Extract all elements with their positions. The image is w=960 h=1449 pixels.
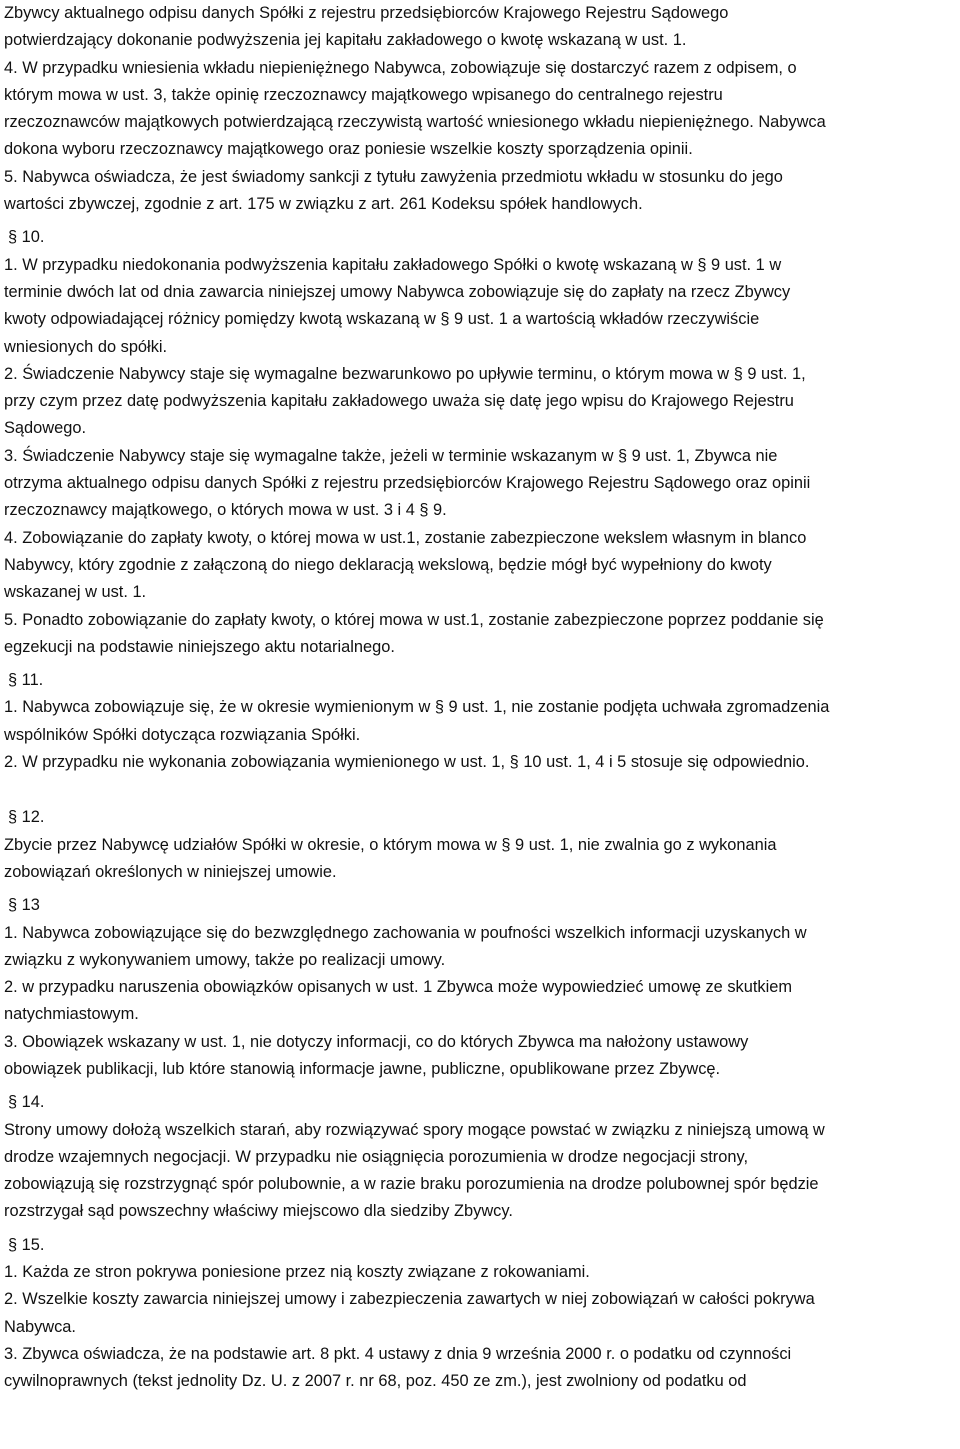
text-line: przy czym przez datę podwyższenia kapitału zakładowego uważa się datę jego wpisu do Krajowego Rejestru: [4, 392, 794, 411]
text-line: otrzyma aktualnego odpisu danych Spółki z rejestru przedsiębiorców Krajowego Rejestru Sądowego oraz opinii: [4, 474, 811, 493]
paragraph-block: [4, 920, 956, 1084]
text-line: 5. Nabywca oświadcza, że jest świadomy sankcji z tytułu zawyżenia przedmiotu wkładu w stosunku do jego: [4, 167, 783, 186]
text-line: 2. Świadczenie Nabywcy staje się wymagalne bezwarunkowo po upływie terminu, o którym mowa w § 9 ust. 1,: [4, 364, 806, 383]
section-heading: [4, 224, 956, 251]
section-number: § 10.: [8, 228, 45, 247]
text-line: wskazanej w ust. 1.: [4, 583, 147, 602]
text-line: drodze wzajemnych negocjacji. W przypadku nie osiągnięcia porozumienia w drodze negocjacji strony,: [4, 1147, 749, 1166]
text-line: 2. w przypadku naruszenia obowiązków opisanych w ust. 1 Zbywca może wypowiedzieć umowę ze skutkiem: [4, 978, 793, 997]
text-line: 3. Zbywca oświadcza, że na podstawie art. 8 pkt. 4 ustawy z dnia 9 września 2000 r. o podatku od czynności: [4, 1344, 792, 1363]
text-line: wniesionych do spółki.: [4, 337, 168, 356]
text-line: Zbycie przez Nabywcę udziałów Spółki w okresie, o którym mowa w § 9 ust. 1, nie zwalnia go z wykonania: [4, 835, 777, 854]
text-line: 1. Nabywca zobowiązujące się do bezwzględnego zachowania w poufności wszelkich informacji uzyskanych w: [4, 923, 807, 942]
text-line: 1. Każda ze stron pokrywa poniesione przez nią koszty związane z rokowaniami.: [4, 1263, 590, 1282]
text-line: egzekucji na podstawie niniejszego aktu notarialnego.: [4, 637, 395, 656]
text-line: cywilnoprawnych (tekst jednolity Dz. U. z 2007 r. nr 68, poz. 450 ze zm.), jest zwolniony od podatku od: [4, 1372, 747, 1391]
text-line: Zbywcy aktualnego odpisu danych Spółki z rejestru przedsiębiorców Krajowego Rejestru Sądowego: [4, 4, 729, 22]
text-line: obowiązek publikacji, lub które stanowią informacje jawne, publiczne, opublikowane przez Zbywcę.: [4, 1059, 721, 1078]
text-line: rozstrzygał sąd powszechny właściwy miejscowo dla siedziby Zbywcy.: [4, 1202, 513, 1221]
text-line: kwoty odpowiadającej różnicy pomiędzy kwotą wskazaną w § 9 ust. 1 a wartością wkładów rzeczywiście: [4, 310, 760, 329]
section-heading: [4, 667, 956, 694]
text-line: 4. Zobowiązanie do zapłaty kwoty, o której mowa w ust.1, zostanie zabezpieczone wekslem własnym in blanco: [4, 528, 807, 547]
paragraph-block: [4, 252, 956, 661]
text-line: Sądowego.: [4, 419, 87, 438]
paragraph-block: [4, 1117, 956, 1226]
text-line: 4. W przypadku wniesienia wkładu niepieniężnego Nabywca, zobowiązuje się dostarczyć razem z odpisem, o: [4, 58, 797, 77]
text-line: rzeczoznawców majątkowych potwierdzającą rzeczywistą wartość wniesionego wkładu niepieniężnego. Nabywca: [4, 113, 826, 132]
section-heading: [4, 1089, 956, 1116]
text-line: 3. Obowiązek wskazany w ust. 1, nie dotyczy informacji, co do których Zbywca ma nałożony ustawowy: [4, 1032, 749, 1051]
text-line: 2. W przypadku nie wykonania zobowiązania wymienionego w ust. 1, § 10 ust. 1, 4 i 5 stosuje się odpowiednio.: [4, 753, 810, 772]
text-line: wspólników Spółki dotycząca rozwiązania Spółki.: [4, 725, 361, 744]
text-line: dokona wyboru rzeczoznawcy majątkowego oraz poniesie wszelkie koszty sporządzenia opinii.: [4, 140, 693, 159]
section-heading: [4, 804, 956, 831]
text-line: Nabywca.: [4, 1317, 76, 1336]
section-number: § 11.: [8, 671, 44, 690]
text-line: Nabywcy, który zgodnie z załączoną do niego deklaracją wekslową, będzie mógł być wypełniony do kwoty: [4, 555, 772, 574]
section-number: § 14.: [8, 1093, 45, 1112]
text-line: natychmiastowym.: [4, 1005, 139, 1024]
section-number: § 15.: [8, 1235, 45, 1254]
text-line: potwierdzający dokonanie podwyższenia jej kapitału zakładowego o kwotę wskazaną w ust. 1.: [4, 31, 687, 50]
text-line: którym mowa w ust. 3, także opinię rzeczoznawcy majątkowego wpisanego do centralnego rejestru: [4, 85, 723, 104]
text-line: 1. Nabywca zobowiązuje się, że w okresie wymienionym w § 9 ust. 1, nie zostanie podjęta uchwała zgromadzenia: [4, 698, 830, 717]
section-number: § 12.: [8, 808, 45, 827]
text-line: 2. Wszelkie koszty zawarcia niniejszej umowy i zabezpieczenia zawartych w niej zobowiązań w całości pokrywa: [4, 1290, 815, 1309]
text-line: Strony umowy dołożą wszelkich starań, aby rozwiązywać spory mogące powstać w związku z niniejszą umową w: [4, 1120, 825, 1139]
text-line: 5. Ponadto zobowiązanie do zapłaty kwoty, o której mowa w ust.1, zostanie zabezpieczone poprzez poddanie się: [4, 610, 824, 629]
text-line: 1. W przypadku niedokonania podwyższenia kapitału zakładowego Spółki o kwotę wskazaną w § 9 ust. 1 w: [4, 255, 782, 274]
text-line: związku z wykonywaniem umowy, także po realizacji umowy.: [4, 950, 446, 969]
text-line: rzeczoznawcy majątkowego, o których mowa w ust. 3 i 4 § 9.: [4, 501, 447, 520]
text-line: wartości zbywczej, zgodnie z art. 175 w związku z art. 261 Kodeksu spółek handlowych.: [4, 195, 643, 214]
section-heading: [4, 1232, 956, 1259]
paragraph-block: [4, 1259, 956, 1395]
text-line: 3. Świadczenie Nabywcy staje się wymagalne także, jeżeli w terminie wskazanym w § 9 ust. 1, Zbywca nie: [4, 446, 778, 465]
section-number: § 13: [8, 896, 40, 915]
paragraph-block: [4, 0, 956, 218]
text-line: zobowiązują się rozstrzygnąć spór polubownie, a w razie braku porozumienia na drodze polubownej spór będzie: [4, 1175, 819, 1194]
text-line: terminie dwóch lat od dnia zawarcia niniejszej umowy Nabywca zobowiązuje się do zapłaty na rzecz Zbywcy: [4, 282, 791, 301]
text-line: zobowiązań określonych w niniejszej umowie.: [4, 862, 337, 881]
section-heading: [4, 892, 956, 919]
paragraph-block: [4, 694, 956, 776]
paragraph-block: [4, 832, 956, 887]
